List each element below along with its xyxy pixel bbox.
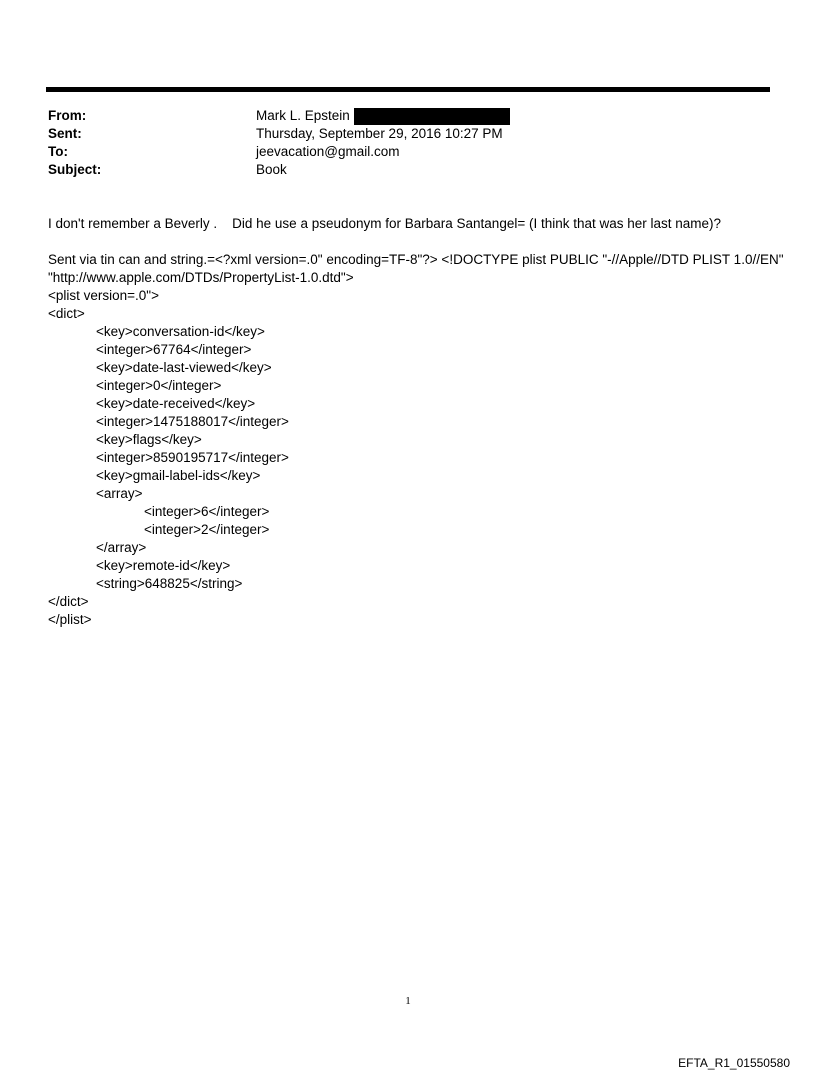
sent-value: Thursday, September 29, 2016 10:27 PM [256,126,503,141]
plist-line: </plist> [48,612,92,627]
plist-line: <array> [96,486,143,501]
plist-block [48,287,778,629]
subject-row [48,161,748,179]
email-header [48,107,748,179]
signature-line: "http://www.apple.com/DTDs/PropertyList-1.0.dtd"> [48,270,354,285]
plist-line: <integer>67764</integer> [96,342,252,357]
plist-line: <key>flags</key> [96,432,202,447]
from-value: Mark L. Epstein [256,108,350,123]
to-value: jeevacation@gmail.com [256,144,400,159]
plist-line: <integer>1475188017</integer> [96,414,289,429]
message-body [48,215,778,233]
page-number: 1 [405,995,411,1007]
subject-label: Subject: [48,162,102,177]
plist-line: </dict> [48,594,89,609]
signature-line: Sent via tin can and string.=<?xml version=.0" encoding=TF-8"?> <!DOCTYPE plist PUBLIC "-//Apple//DTD PLIST 1.0//EN" [48,252,784,267]
from-row [48,107,748,125]
plist-line: <key>remote-id</key> [96,558,231,573]
signature-block [48,251,784,629]
header-divider [46,87,770,92]
from-label: From: [48,108,87,123]
document-id: EFTA_R1_01550580 [678,1056,790,1070]
plist-line: <integer>2</integer> [144,522,270,537]
sent-row [48,125,748,143]
to-label: To: [48,144,68,159]
sent-label: Sent: [48,126,82,141]
plist-line: <integer>6</integer> [144,504,270,519]
plist-line: <key>conversation-id</key> [96,324,265,339]
plist-line: <plist version=.0"> [48,288,159,303]
plist-line: <key>date-received</key> [96,396,256,411]
plist-line: <integer>0</integer> [96,378,222,393]
message-text: I don't remember a Beverly . Did he use a pseudonym for Barbara Santangel= (I think that was her last name)? [48,216,722,231]
plist-line: <key>date-last-viewed</key> [96,360,272,375]
plist-line: <key>gmail-label-ids</key> [96,468,261,483]
plist-line: </array> [96,540,147,555]
subject-value: Book [256,162,287,177]
to-row [48,143,748,161]
plist-line: <integer>8590195717</integer> [96,450,289,465]
plist-line: <dict> [48,306,85,321]
redaction-block [354,108,510,125]
plist-line: <string>648825</string> [96,576,243,591]
